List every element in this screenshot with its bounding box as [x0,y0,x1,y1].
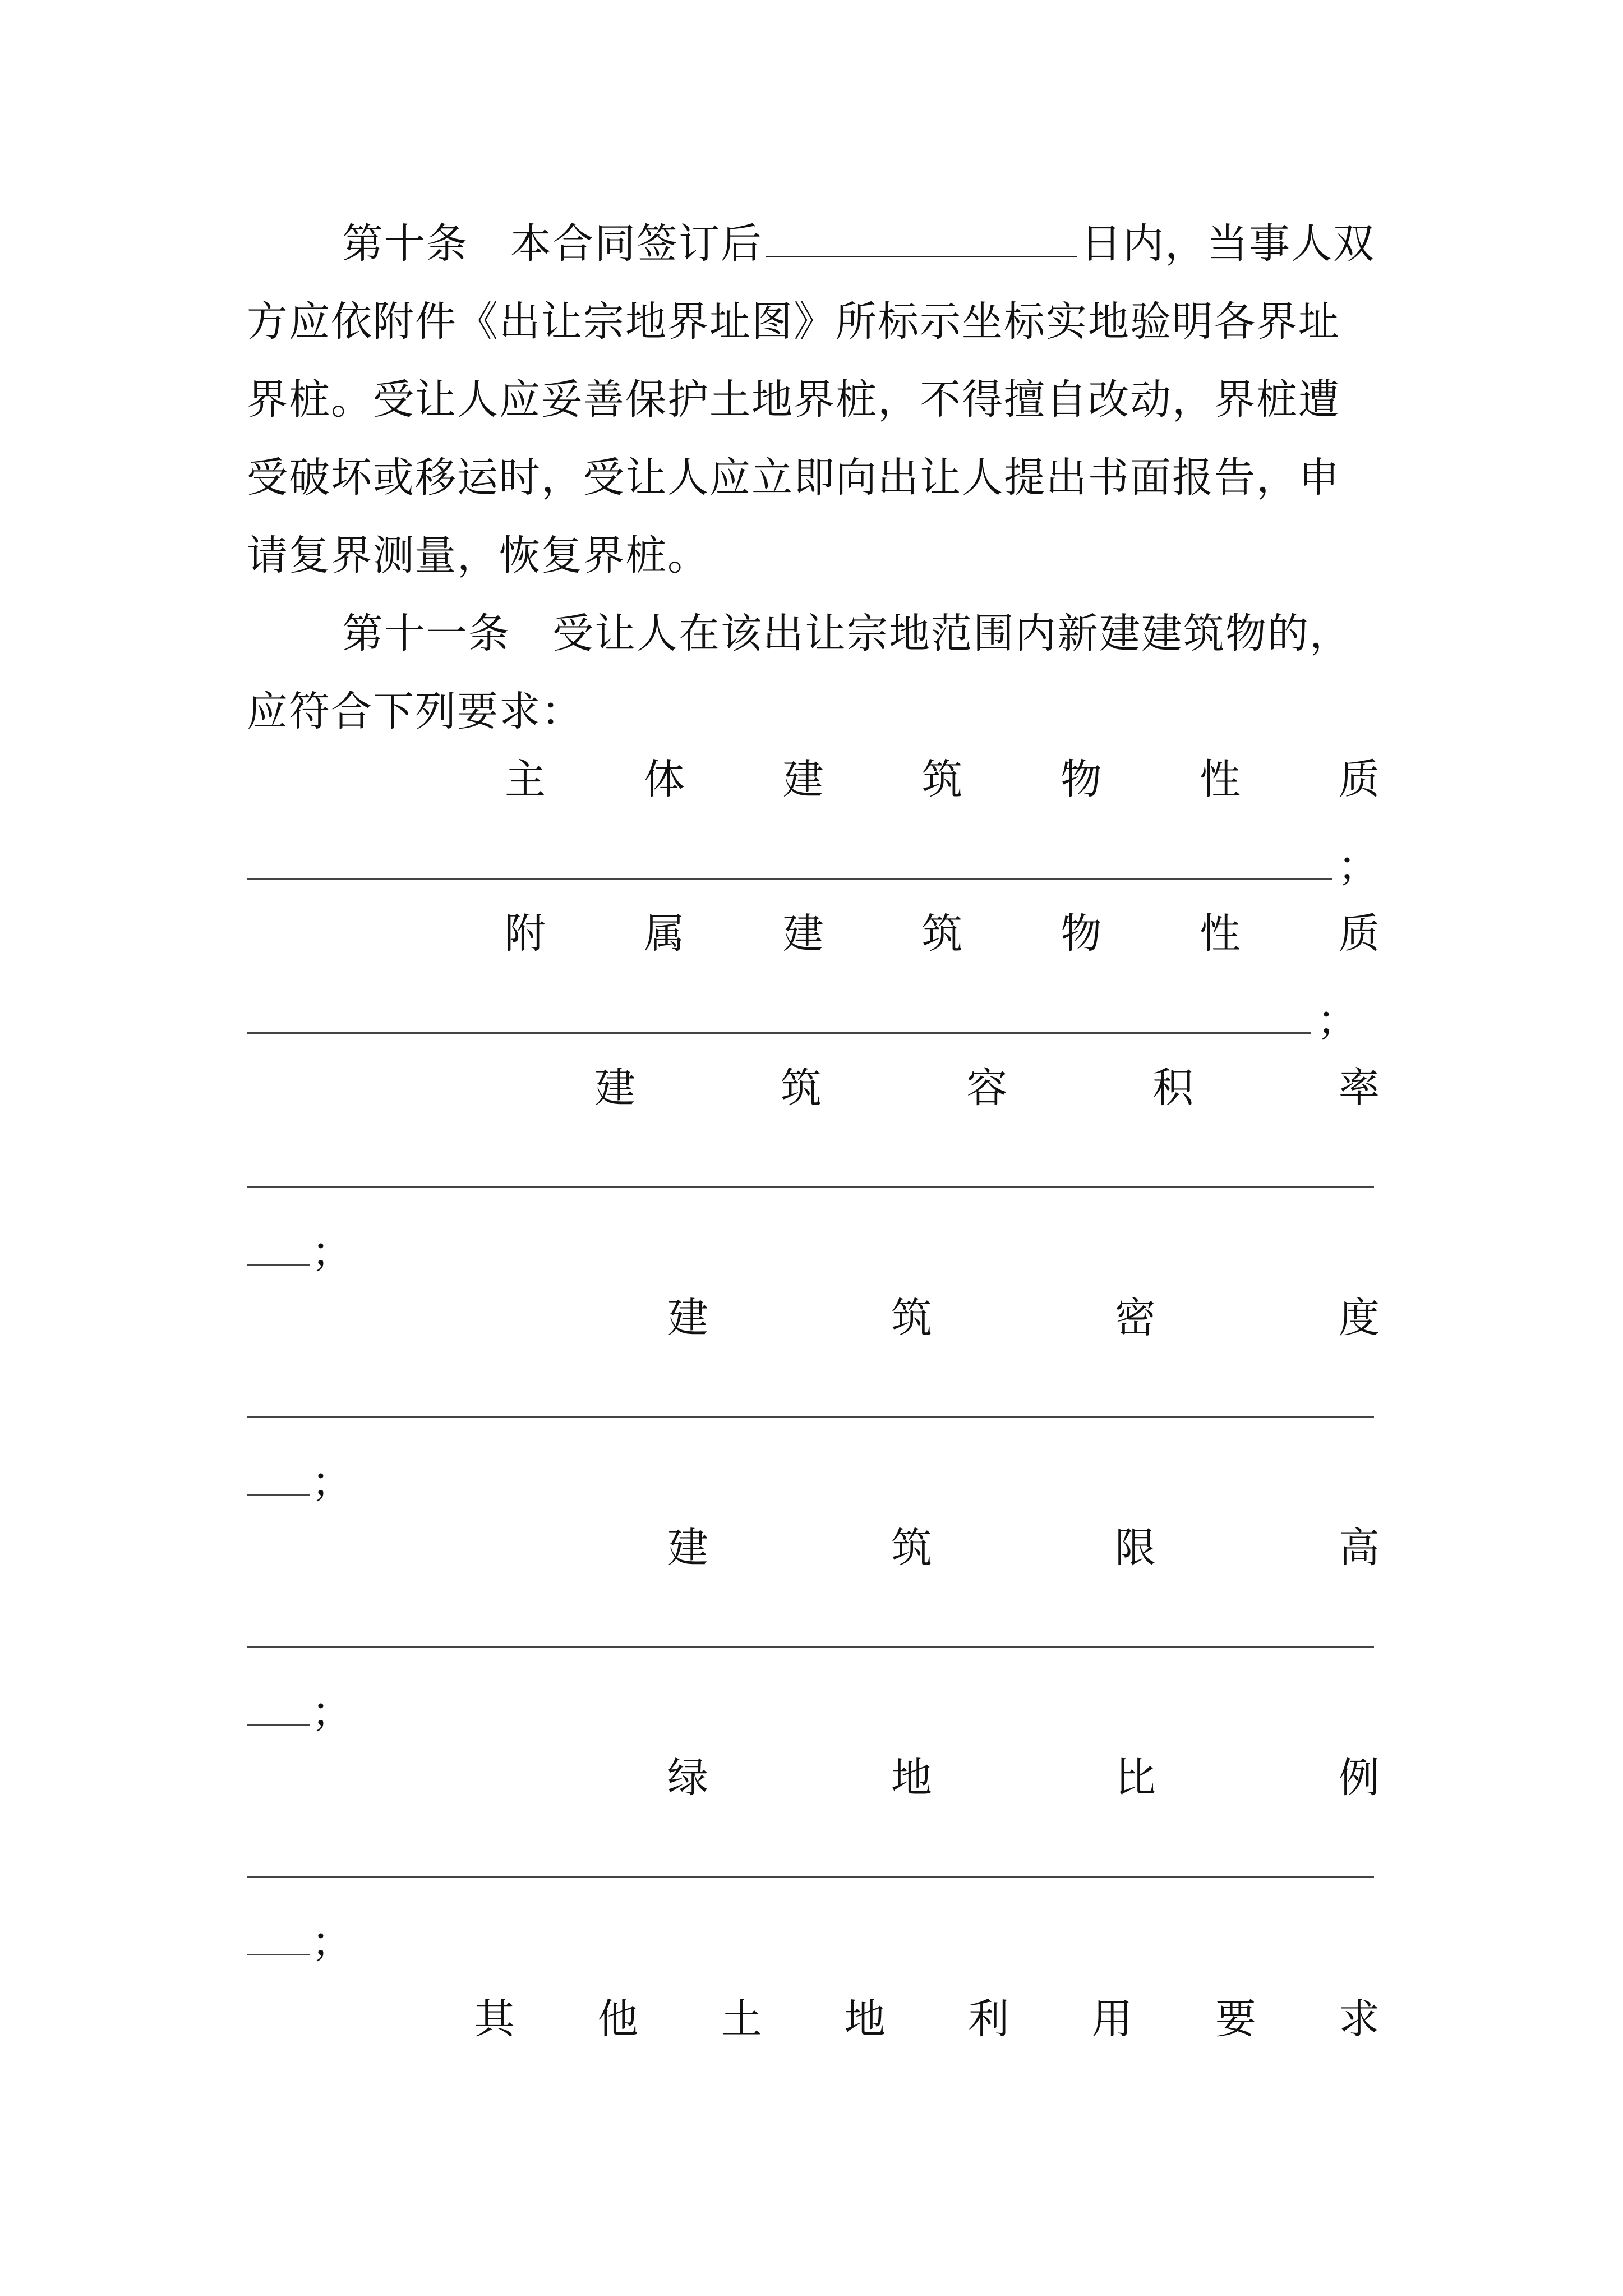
label-char: 建 [667,1294,708,1342]
height-limit-blank-continuation[interactable] [247,1724,310,1726]
label-char: 限 [1115,1524,1156,1572]
article-10-paragraph [247,205,1380,595]
label-char: 要 [1215,1995,1256,2043]
requirement-label-main-building [505,754,1380,805]
label-char: 建 [594,1064,635,1112]
label-char: 性 [1200,756,1241,803]
label-char: 物 [1061,910,1102,958]
label-char: 地 [891,1754,932,1802]
label-char: 建 [782,910,824,958]
label-char: 率 [1339,1064,1380,1112]
article-10-heading: 第十条 [342,220,468,268]
label-char: 绿 [667,1754,708,1802]
label-char: 建 [667,1524,708,1572]
days-blank-field[interactable] [766,222,1077,257]
article-11-paragraph [247,595,1380,751]
label-char: 求 [1338,1995,1380,2043]
height-limit-blank-field[interactable] [247,1646,1374,1648]
label-char: 高 [1339,1524,1380,1572]
label-char: 筑 [891,1294,932,1342]
building-density-blank-continuation[interactable] [247,1494,310,1496]
article-10-text-after: 日内，当事人双方应依附件《出让宗地界址图》所标示坐标实地验明各界址界桩。受让人应妥善保护土地界桩，不得擅自改动，界桩遭受破坏或移运时，受让人应立即向出让人提出书面报告，申请复界测量，恢复界桩。 [247,220,1375,579]
semicolon: ； [311,1688,352,1736]
label-char: 用 [1091,1995,1133,2043]
label-char: 性 [1200,910,1241,958]
label-char: 属 [643,910,685,958]
label-char: 其 [474,1995,515,2043]
requirement-label-floor-area-ratio [594,1063,1380,1114]
label-char: 例 [1339,1754,1380,1802]
label-char: 质 [1338,910,1380,958]
label-char: 筑 [780,1064,822,1112]
label-char: 主 [505,756,546,803]
requirement-label-building-density [667,1293,1380,1343]
semicolon: ； [311,1458,352,1506]
label-char: 容 [966,1064,1008,1112]
requirement-label-green-ratio [667,1753,1380,1803]
ancillary-building-blank-field[interactable] [247,1032,1311,1034]
label-char: 比 [1115,1754,1156,1802]
label-char: 筑 [891,1524,932,1572]
floor-area-ratio-blank-field[interactable] [247,1186,1374,1188]
building-density-blank-field[interactable] [247,1416,1374,1418]
requirement-label-other-land-use [474,1994,1380,2045]
label-char: 筑 [921,756,963,803]
label-char: 密 [1115,1294,1156,1342]
label-char: 筑 [921,910,963,958]
label-char: 物 [1061,756,1102,803]
label-char: 他 [597,1995,639,2043]
article-11-heading: 第十一条 [342,610,510,657]
label-char: 质 [1338,756,1380,803]
label-char: 地 [844,1995,886,2043]
requirement-label-height-limit [667,1523,1380,1573]
green-ratio-blank-field[interactable] [247,1876,1374,1878]
green-ratio-blank-continuation[interactable] [247,1954,310,1955]
article-10-text-before: 本合同签订后 [510,220,763,268]
label-char: 建 [782,756,824,803]
main-building-blank-field[interactable] [247,878,1332,880]
label-char: 土 [721,1995,762,2043]
label-char: 附 [505,910,546,958]
floor-area-ratio-blank-continuation[interactable] [247,1264,310,1266]
label-char: 体 [643,756,685,803]
label-char: 积 [1152,1064,1194,1112]
semicolon: ； [311,1918,352,1966]
article-11-text: 受让人在该出让宗地范围内新建建筑物的，应符合下列要求： [247,610,1352,735]
label-char: 度 [1339,1294,1380,1342]
label-char: 利 [968,1995,1009,2043]
requirement-label-ancillary-building [505,909,1380,959]
semicolon: ； [311,1228,352,1276]
semicolon: ； [1338,843,1378,890]
semicolon: ； [1317,997,1358,1045]
